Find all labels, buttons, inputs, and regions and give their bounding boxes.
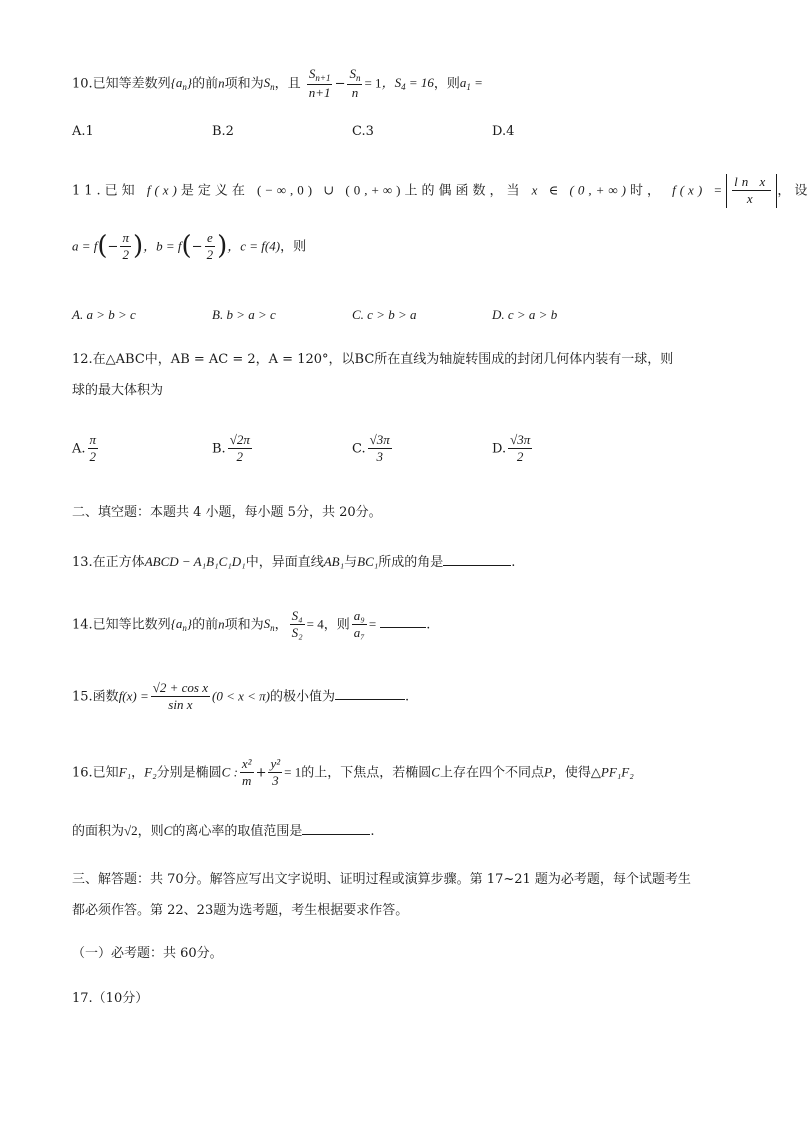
q11-option-d: D. c > a > b	[492, 307, 558, 322]
section-2-heading: 二、填空题：本题共 4 小题，每小题 5分，共 20分。	[72, 505, 382, 520]
q11-option-b: B. b > a > c	[212, 307, 276, 322]
question-12-line-2: 球的最大体积为	[72, 383, 164, 398]
q11-b-fraction: $\frac{e}{2}$	[206, 230, 214, 263]
q15-answer-blank[interactable]	[335, 687, 405, 700]
section-3-subheading: （一）必考题：共 60分。	[72, 946, 223, 961]
q14-fraction-s: $\frac{\text{S₄}}{\text{S₂}}$	[291, 608, 303, 641]
q10-option-c: C.3	[352, 124, 374, 139]
q14-fraction-a: $\frac{\text{a₉}}{\text{a₇}}$	[353, 608, 365, 641]
q10-fraction-1: $\frac{S_{n+1}}{n+1}$	[308, 66, 331, 101]
q11-a-fraction: $\frac{\pi}{2}$	[122, 230, 129, 263]
q10-seq: $\{a_n\}$	[170, 75, 193, 93]
question-12-line-1: 12.在△ABC中，AB = AC = 2，A = 120°，以BC所在直线为轴旋转围成的封闭几何体内装有一球，则	[72, 352, 674, 367]
q11-abs-value: $\frac{\text{ln x}}{x}$	[726, 174, 777, 208]
section-3-line-1: 三、解答题：共 70分。解答应写出文字说明、证明过程或演算步骤。第 17~21 题为必考题，每个试题考生	[72, 872, 691, 887]
q10-option-b: B.2	[212, 124, 234, 139]
question-10-stem: 10.已知等差数列$\{a_n\}$的前n项和为$S_n$，且 $\frac{S_{n+1}}{n+1}$ − $\frac{S_n}{n}$ = 1，$S_4 = 16$，则$a_1$ =	[72, 66, 483, 101]
q16-answer-blank[interactable]	[302, 822, 370, 835]
question-11-line-2: a = f(− $\frac{\pi}{2}$ )，b = f(− $\frac{e}{2}$ )，c = f(4)，则	[72, 230, 307, 263]
q12-option-c: C. $\frac{√3\pi}{3}$	[352, 432, 390, 465]
q14-answer-blank[interactable]	[380, 615, 426, 628]
q11-option-c: C. c > b > a	[352, 307, 417, 322]
question-16-line-2: 的面积为√2，则C的离心率的取值范围是 .	[72, 823, 375, 839]
question-14: 14.已知等比数列$\{a_n\}$的前n项和为$S_n$， $\frac{\text{S₄}}{\text{S₂}}$ = 4，则 $\frac{\text{a₉}}{\text{a₇}}$ = .	[72, 608, 431, 641]
q12-option-b: B. $\frac{√2\pi}{2}$	[212, 432, 250, 465]
q10-fraction-2: $\frac{S_n}{n}$	[349, 66, 361, 101]
question-17-heading: 17.（10分）	[72, 991, 149, 1006]
question-16-line-1: 16.已知F₁，F₂分别是椭圆C : $\frac{\text{x²}}{m}$ + $\frac{\text{y²}}{3}$ = 1的上，下焦点，若椭圆C上存在四个不同点P，使得△PF₁F₂	[72, 756, 634, 789]
question-15: 15.函数f(x) = $\frac{\text{√2 + cos x}}{\text{sin x}}$ (0 < x < π)的极小值为 .	[72, 680, 410, 713]
q10-option-a: A.1	[72, 124, 94, 139]
q15-fraction: $\frac{\text{√2 + cos x}}{\text{sin x}}$	[152, 680, 209, 713]
question-11-line-1: 11.已知 f(x)是定义在 (−∞,0) ∪ (0,+∞)上的偶函数，当 x ∈ (0,+∞)时， f(x) = $\frac{\text{ln x}}{x}$ ，设	[72, 174, 811, 207]
q10-option-d: D.4	[492, 124, 515, 139]
q12-option-a: A. $\frac{\pi}{2}$	[72, 432, 97, 465]
question-13: 13.在正方体ABCD − A₁B₁C₁D₁中，异面直线AB₁与BC₁所成的角是 .	[72, 554, 516, 570]
q12-option-d: D. $\frac{√3\pi}{2}$	[492, 432, 531, 465]
section-3-line-2: 都必须作答。第 22、23题为选考题，考生根据要求作答。	[72, 903, 409, 918]
q10-prefix: 10.已知等差数列	[72, 76, 171, 92]
q13-answer-blank[interactable]	[443, 553, 511, 566]
q11-option-a: A. a > b > c	[72, 307, 136, 322]
